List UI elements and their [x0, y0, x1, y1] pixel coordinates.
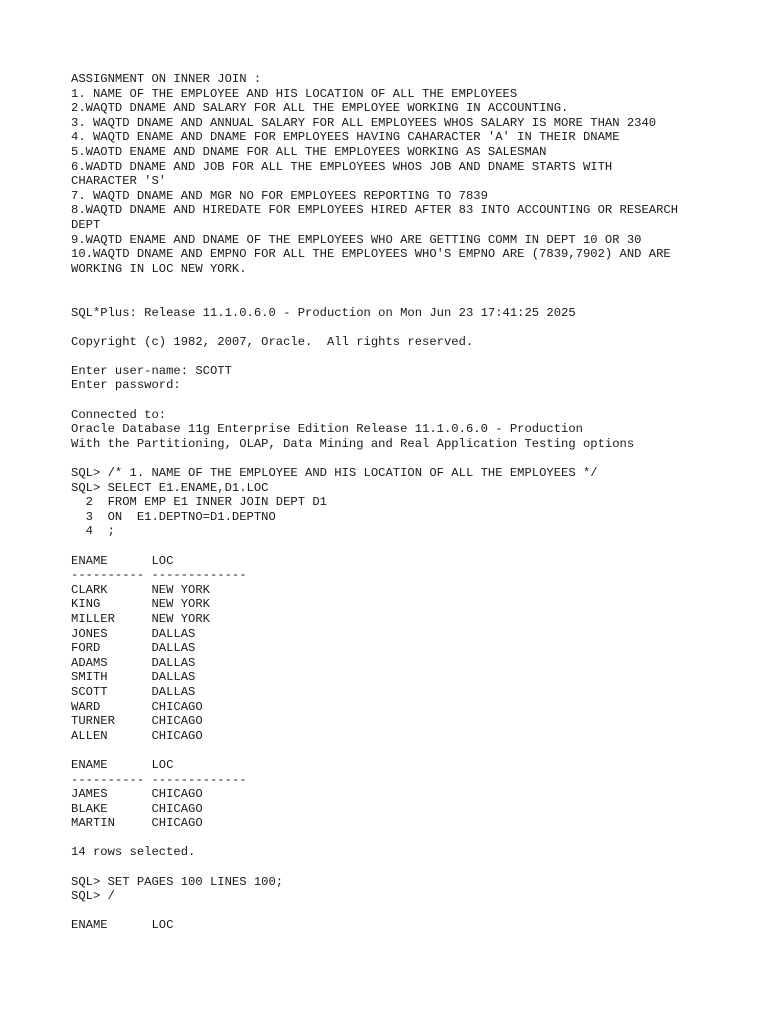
document-page — [71, 72, 751, 933]
text-line: SQL> SELECT E1.ENAME,D1.LOC — [71, 480, 269, 495]
blank-line — [71, 860, 751, 875]
blank-line — [71, 320, 751, 335]
blank-line — [71, 393, 751, 408]
text-line: Connected to: — [71, 407, 167, 422]
text-line: SCOTT DALLAS — [71, 684, 196, 699]
text-line: ---------- ------------- — [71, 568, 247, 583]
text-line: 8.WAQTD DNAME AND HIREDATE FOR EMPLOYEES HIRED AFTER 83 INTO ACCOUNTING OR RESEARCH — [71, 203, 679, 218]
text-line: SQL> /* 1. NAME OF THE EMPLOYEE AND HIS LOCATION OF ALL THE EMPLOYEES */ — [71, 466, 598, 481]
text-line: SQL> SET PAGES 100 LINES 100; — [71, 874, 284, 889]
text-line: With the Partitioning, OLAP, Data Mining and Real Application Testing options — [71, 436, 635, 451]
text-line: KING NEW YORK — [71, 597, 210, 612]
text-line: ADAMS DALLAS — [71, 655, 196, 670]
blank-line — [71, 539, 751, 554]
text-line: SQL*Plus: Release 11.1.0.6.0 - Production on Mon Jun 23 17:41:25 2025 — [71, 305, 576, 320]
text-line: ENAME LOC — [71, 553, 174, 568]
text-line: CHARACTER 'S' — [71, 174, 167, 189]
text-line: 3 ON E1.DEPTNO=D1.DEPTNO — [71, 509, 276, 524]
blank-line — [71, 349, 751, 364]
text-line: 2.WAQTD DNAME AND SALARY FOR ALL THE EMPLOYEE WORKING IN ACCOUNTING. — [71, 101, 569, 116]
text-line: 5.WAOTD ENAME AND DNAME FOR ALL THE EMPLOYEES WORKING AS SALESMAN — [71, 144, 547, 159]
text-line: BLAKE CHICAGO — [71, 801, 203, 816]
text-line: JAMES CHICAGO — [71, 787, 203, 802]
blank-line — [71, 831, 751, 846]
blank-line — [71, 276, 751, 291]
text-line: ASSIGNMENT ON INNER JOIN : — [71, 72, 262, 86]
text-line: SQL> / — [71, 889, 115, 904]
text-line: WORKING IN LOC NEW YORK. — [71, 261, 247, 276]
text-line: 9.WAQTD ENAME AND DNAME OF THE EMPLOYEES WHO ARE GETTING COMM IN DEPT 10 OR 30 — [71, 232, 642, 247]
text-line: 4 ; — [71, 524, 115, 539]
text-line: 10.WAQTD DNAME AND EMPNO FOR ALL THE EMPLOYEES WHO'S EMPNO ARE (7839,7902) AND ARE — [71, 247, 671, 262]
text-line: ---------- ------------- — [71, 772, 247, 787]
text-line: CLARK NEW YORK — [71, 582, 210, 597]
text-line: 4. WAQTD ENAME AND DNAME FOR EMPLOYEES HAVING CAHARACTER 'A' IN THEIR DNAME — [71, 130, 620, 145]
blank-line — [71, 904, 751, 919]
text-line: Enter user-name: SCOTT — [71, 363, 232, 378]
text-line: 7. WAQTD DNAME AND MGR NO FOR EMPLOYEES REPORTING TO 7839 — [71, 188, 488, 203]
blank-line — [71, 291, 751, 306]
text-line: SMITH DALLAS — [71, 670, 196, 685]
text-line: DEPT — [71, 217, 101, 232]
text-line: 6.WADTD DNAME AND JOB FOR ALL THE EMPLOYEES WHOS JOB AND DNAME STARTS WITH — [71, 159, 613, 174]
text-line: 3. WAQTD DNAME AND ANNUAL SALARY FOR ALL EMPLOYEES WHOS SALARY IS MORE THAN 2340 — [71, 115, 657, 130]
text-line: ENAME LOC — [71, 918, 174, 933]
text-line: 1. NAME OF THE EMPLOYEE AND HIS LOCATION OF ALL THE EMPLOYEES — [71, 86, 518, 101]
text-line: 14 rows selected. — [71, 845, 196, 860]
text-line: JONES DALLAS — [71, 626, 196, 641]
blank-line — [71, 743, 751, 758]
text-line: Enter password: — [71, 378, 181, 393]
text-line: Oracle Database 11g Enterprise Edition Release 11.1.0.6.0 - Production — [71, 422, 583, 437]
text-line: MARTIN CHICAGO — [71, 816, 203, 831]
text-line: MILLER NEW YORK — [71, 611, 210, 626]
text-line: Copyright (c) 1982, 2007, Oracle. All rights reserved. — [71, 334, 474, 349]
blank-line — [71, 451, 751, 466]
text-line: ALLEN CHICAGO — [71, 728, 203, 743]
text-line: ENAME LOC — [71, 757, 174, 772]
text-line: FORD DALLAS — [71, 641, 196, 656]
text-line: TURNER CHICAGO — [71, 714, 203, 729]
text-line: WARD CHICAGO — [71, 699, 203, 714]
text-line: 2 FROM EMP E1 INNER JOIN DEPT D1 — [71, 495, 327, 510]
